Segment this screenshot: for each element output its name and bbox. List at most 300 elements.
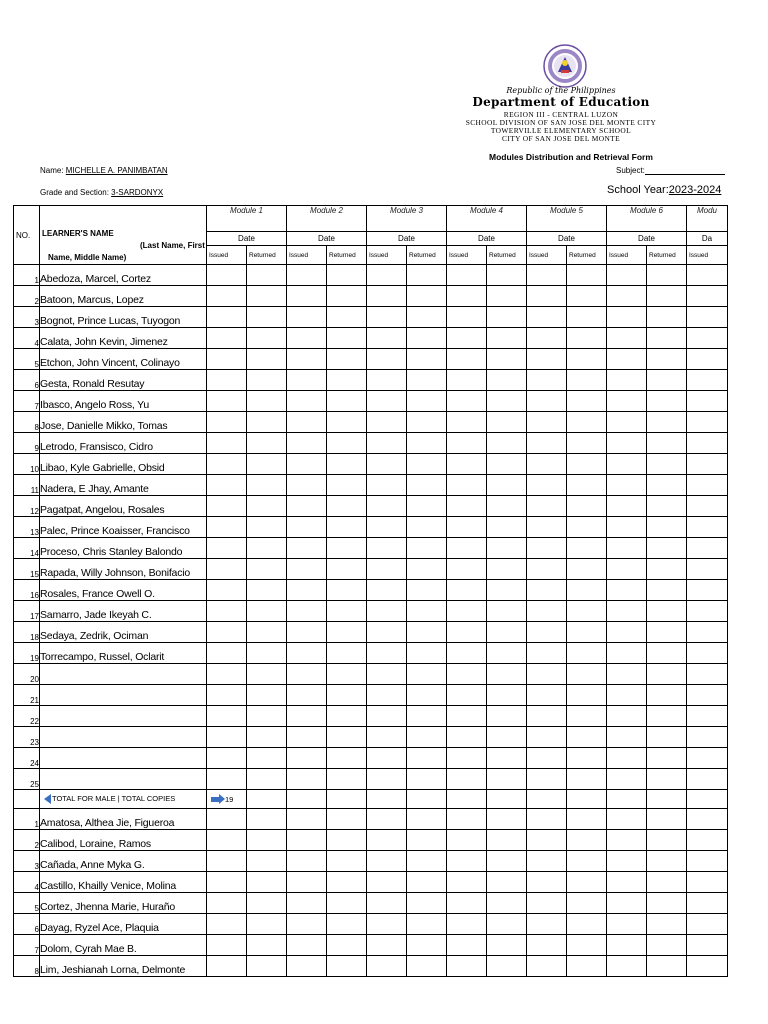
learner-name-cell[interactable]: Lim, Jeshianah Lorna, Delmonte (40, 956, 207, 977)
date-entry-cell[interactable] (607, 769, 647, 790)
date-entry-cell[interactable] (207, 349, 247, 370)
date-entry-cell[interactable] (287, 370, 327, 391)
date-entry-cell[interactable] (487, 809, 527, 830)
date-entry-cell[interactable] (367, 328, 407, 349)
date-entry-cell[interactable] (287, 265, 327, 286)
date-entry-cell[interactable] (607, 893, 647, 914)
date-entry-cell[interactable] (407, 893, 447, 914)
date-entry-cell[interactable] (287, 433, 327, 454)
date-entry-cell[interactable] (527, 454, 567, 475)
date-entry-cell[interactable] (527, 809, 567, 830)
date-entry-cell[interactable] (327, 685, 367, 706)
date-entry-cell[interactable] (607, 872, 647, 893)
date-entry-cell[interactable] (607, 851, 647, 872)
learner-name-cell[interactable]: Amatosa, Althea Jie, Figueroa (40, 809, 207, 830)
date-entry-cell[interactable] (247, 685, 287, 706)
date-entry-cell[interactable] (447, 685, 487, 706)
date-entry-cell[interactable] (247, 454, 287, 475)
learner-name-cell[interactable] (40, 685, 207, 706)
date-entry-cell[interactable] (287, 893, 327, 914)
learner-name-cell[interactable]: Gesta, Ronald Resutay (40, 370, 207, 391)
date-entry-cell[interactable] (287, 286, 327, 307)
date-entry-cell[interactable] (367, 664, 407, 685)
date-entry-cell[interactable] (247, 412, 287, 433)
date-entry-cell[interactable] (247, 956, 287, 977)
date-entry-cell[interactable] (367, 412, 407, 433)
date-entry-cell[interactable] (567, 391, 607, 412)
date-entry-cell[interactable] (207, 265, 247, 286)
date-entry-cell[interactable] (527, 706, 567, 727)
date-entry-cell[interactable] (607, 706, 647, 727)
date-entry-cell[interactable] (367, 538, 407, 559)
date-entry-cell[interactable] (527, 893, 567, 914)
date-entry-cell[interactable] (647, 622, 687, 643)
date-entry-cell[interactable] (607, 433, 647, 454)
date-entry-cell[interactable] (247, 809, 287, 830)
date-entry-cell[interactable] (247, 643, 287, 664)
date-entry-cell[interactable] (567, 328, 607, 349)
date-entry-cell[interactable] (687, 412, 728, 433)
learner-name-cell[interactable]: Ibasco, Angelo Ross, Yu (40, 391, 207, 412)
date-entry-cell[interactable] (487, 914, 527, 935)
date-entry-cell[interactable] (367, 872, 407, 893)
date-entry-cell[interactable] (327, 538, 367, 559)
date-entry-cell[interactable] (327, 914, 367, 935)
date-entry-cell[interactable] (607, 601, 647, 622)
date-entry-cell[interactable] (607, 307, 647, 328)
learner-name-cell[interactable] (40, 706, 207, 727)
date-entry-cell[interactable] (287, 328, 327, 349)
date-entry-cell[interactable] (607, 412, 647, 433)
date-entry-cell[interactable] (367, 914, 407, 935)
date-entry-cell[interactable] (207, 851, 247, 872)
date-entry-cell[interactable] (527, 601, 567, 622)
date-entry-cell[interactable] (407, 914, 447, 935)
date-entry-cell[interactable] (207, 580, 247, 601)
date-entry-cell[interactable] (407, 265, 447, 286)
date-entry-cell[interactable] (407, 412, 447, 433)
date-entry-cell[interactable] (487, 830, 527, 851)
date-entry-cell[interactable] (247, 286, 287, 307)
date-entry-cell[interactable] (327, 622, 367, 643)
date-entry-cell[interactable] (207, 872, 247, 893)
date-entry-cell[interactable] (647, 872, 687, 893)
date-entry-cell[interactable] (407, 830, 447, 851)
date-entry-cell[interactable] (407, 349, 447, 370)
date-entry-cell[interactable] (607, 748, 647, 769)
date-entry-cell[interactable] (327, 601, 367, 622)
total-cell[interactable] (487, 790, 527, 809)
date-entry-cell[interactable] (567, 851, 607, 872)
date-entry-cell[interactable] (287, 914, 327, 935)
date-entry-cell[interactable] (647, 433, 687, 454)
date-entry-cell[interactable] (207, 914, 247, 935)
date-entry-cell[interactable] (607, 685, 647, 706)
date-entry-cell[interactable] (607, 286, 647, 307)
date-entry-cell[interactable] (367, 265, 407, 286)
learner-name-cell[interactable]: Rapada, Willy Johnson, Bonifacio (40, 559, 207, 580)
date-entry-cell[interactable] (447, 706, 487, 727)
date-entry-cell[interactable] (567, 475, 607, 496)
date-entry-cell[interactable] (607, 265, 647, 286)
date-entry-cell[interactable] (247, 664, 287, 685)
date-entry-cell[interactable] (567, 685, 607, 706)
date-entry-cell[interactable] (287, 538, 327, 559)
date-entry-cell[interactable] (287, 685, 327, 706)
date-entry-cell[interactable] (247, 391, 287, 412)
learner-name-cell[interactable]: Rosales, France Owell O. (40, 580, 207, 601)
date-entry-cell[interactable] (487, 391, 527, 412)
date-entry-cell[interactable] (647, 454, 687, 475)
date-entry-cell[interactable] (407, 851, 447, 872)
date-entry-cell[interactable] (527, 685, 567, 706)
date-entry-cell[interactable] (207, 601, 247, 622)
date-entry-cell[interactable] (487, 622, 527, 643)
date-entry-cell[interactable] (607, 664, 647, 685)
date-entry-cell[interactable] (327, 286, 367, 307)
date-entry-cell[interactable] (607, 496, 647, 517)
date-entry-cell[interactable] (207, 307, 247, 328)
total-cell[interactable] (687, 790, 728, 809)
date-entry-cell[interactable] (447, 286, 487, 307)
date-entry-cell[interactable] (287, 769, 327, 790)
date-entry-cell[interactable] (447, 517, 487, 538)
learner-name-cell[interactable]: Pagatpat, Angelou, Rosales (40, 496, 207, 517)
date-entry-cell[interactable] (647, 809, 687, 830)
date-entry-cell[interactable] (527, 517, 567, 538)
date-entry-cell[interactable] (527, 496, 567, 517)
date-entry-cell[interactable] (287, 349, 327, 370)
date-entry-cell[interactable] (327, 769, 367, 790)
date-entry-cell[interactable] (207, 893, 247, 914)
date-entry-cell[interactable] (647, 328, 687, 349)
date-entry-cell[interactable] (687, 559, 728, 580)
date-entry-cell[interactable] (447, 538, 487, 559)
date-entry-cell[interactable] (567, 349, 607, 370)
date-entry-cell[interactable] (487, 517, 527, 538)
date-entry-cell[interactable] (567, 643, 607, 664)
date-entry-cell[interactable] (567, 433, 607, 454)
date-entry-cell[interactable] (207, 643, 247, 664)
date-entry-cell[interactable] (287, 601, 327, 622)
date-entry-cell[interactable] (687, 914, 728, 935)
learner-name-cell[interactable]: Jose, Danielle Mikko, Tomas (40, 412, 207, 433)
date-entry-cell[interactable] (327, 893, 367, 914)
date-entry-cell[interactable] (487, 935, 527, 956)
learner-name-cell[interactable]: Proceso, Chris Stanley Balondo (40, 538, 207, 559)
date-entry-cell[interactable] (367, 935, 407, 956)
learner-name-cell[interactable]: Palec, Prince Koaisser, Francisco (40, 517, 207, 538)
subject-blank[interactable] (645, 166, 725, 175)
date-entry-cell[interactable] (447, 412, 487, 433)
date-entry-cell[interactable] (687, 538, 728, 559)
date-entry-cell[interactable] (567, 580, 607, 601)
learner-name-cell[interactable]: Dayag, Ryzel Ace, Plaquia (40, 914, 207, 935)
date-entry-cell[interactable] (447, 872, 487, 893)
date-entry-cell[interactable] (527, 622, 567, 643)
date-entry-cell[interactable] (687, 454, 728, 475)
date-entry-cell[interactable] (287, 872, 327, 893)
date-entry-cell[interactable] (647, 769, 687, 790)
date-entry-cell[interactable] (487, 559, 527, 580)
date-entry-cell[interactable] (287, 454, 327, 475)
date-entry-cell[interactable] (207, 769, 247, 790)
date-entry-cell[interactable] (247, 475, 287, 496)
date-entry-cell[interactable] (527, 935, 567, 956)
date-entry-cell[interactable] (647, 956, 687, 977)
date-entry-cell[interactable] (687, 622, 728, 643)
learner-name-cell[interactable]: Cañada, Anne Myka G. (40, 851, 207, 872)
date-entry-cell[interactable] (247, 748, 287, 769)
subject-field[interactable] (616, 166, 725, 175)
date-entry-cell[interactable] (287, 664, 327, 685)
date-entry-cell[interactable] (487, 893, 527, 914)
date-entry-cell[interactable] (327, 748, 367, 769)
date-entry-cell[interactable] (287, 727, 327, 748)
date-entry-cell[interactable] (247, 433, 287, 454)
date-entry-cell[interactable] (207, 286, 247, 307)
date-entry-cell[interactable] (327, 830, 367, 851)
date-entry-cell[interactable] (687, 643, 728, 664)
date-entry-cell[interactable] (207, 622, 247, 643)
date-entry-cell[interactable] (647, 370, 687, 391)
total-cell[interactable] (327, 790, 367, 809)
date-entry-cell[interactable] (367, 769, 407, 790)
date-entry-cell[interactable] (247, 370, 287, 391)
date-entry-cell[interactable] (287, 851, 327, 872)
date-entry-cell[interactable] (687, 349, 728, 370)
date-entry-cell[interactable] (207, 935, 247, 956)
date-entry-cell[interactable] (207, 809, 247, 830)
date-entry-cell[interactable] (447, 809, 487, 830)
date-entry-cell[interactable] (687, 851, 728, 872)
date-entry-cell[interactable] (607, 935, 647, 956)
date-entry-cell[interactable] (407, 872, 447, 893)
date-entry-cell[interactable] (407, 664, 447, 685)
date-entry-cell[interactable] (327, 956, 367, 977)
date-entry-cell[interactable] (687, 706, 728, 727)
date-entry-cell[interactable] (647, 412, 687, 433)
date-entry-cell[interactable] (287, 517, 327, 538)
date-entry-cell[interactable] (687, 433, 728, 454)
date-entry-cell[interactable] (447, 559, 487, 580)
date-entry-cell[interactable] (327, 851, 367, 872)
date-entry-cell[interactable] (487, 265, 527, 286)
date-entry-cell[interactable] (607, 454, 647, 475)
date-entry-cell[interactable] (447, 496, 487, 517)
date-entry-cell[interactable] (327, 391, 367, 412)
date-entry-cell[interactable] (287, 830, 327, 851)
date-entry-cell[interactable] (687, 893, 728, 914)
date-entry-cell[interactable] (407, 538, 447, 559)
date-entry-cell[interactable] (607, 830, 647, 851)
learner-name-cell[interactable]: Etchon, John Vincent, Colinayo (40, 349, 207, 370)
date-entry-cell[interactable] (287, 748, 327, 769)
date-entry-cell[interactable] (687, 265, 728, 286)
date-entry-cell[interactable] (527, 851, 567, 872)
date-entry-cell[interactable] (287, 580, 327, 601)
date-entry-cell[interactable] (567, 664, 607, 685)
date-entry-cell[interactable] (607, 328, 647, 349)
date-entry-cell[interactable] (367, 496, 407, 517)
date-entry-cell[interactable] (367, 727, 407, 748)
date-entry-cell[interactable] (447, 748, 487, 769)
date-entry-cell[interactable] (367, 809, 407, 830)
total-cell[interactable] (647, 790, 687, 809)
date-entry-cell[interactable] (687, 769, 728, 790)
date-entry-cell[interactable] (647, 914, 687, 935)
total-cell[interactable] (567, 790, 607, 809)
date-entry-cell[interactable] (567, 727, 607, 748)
learner-name-cell[interactable] (40, 664, 207, 685)
date-entry-cell[interactable] (527, 349, 567, 370)
date-entry-cell[interactable] (447, 307, 487, 328)
learner-name-cell[interactable]: Libao, Kyle Gabrielle, Obsid (40, 454, 207, 475)
learner-name-cell[interactable]: Cortez, Jhenna Marie, Huraño (40, 893, 207, 914)
date-entry-cell[interactable] (527, 956, 567, 977)
learner-name-cell[interactable]: Nadera, E Jhay, Amante (40, 475, 207, 496)
date-entry-cell[interactable] (287, 391, 327, 412)
date-entry-cell[interactable] (647, 685, 687, 706)
date-entry-cell[interactable] (447, 454, 487, 475)
date-entry-cell[interactable] (447, 851, 487, 872)
date-entry-cell[interactable] (567, 286, 607, 307)
date-entry-cell[interactable] (447, 622, 487, 643)
date-entry-cell[interactable] (607, 643, 647, 664)
date-entry-cell[interactable] (327, 370, 367, 391)
date-entry-cell[interactable] (567, 370, 607, 391)
date-entry-cell[interactable] (287, 956, 327, 977)
date-entry-cell[interactable] (327, 664, 367, 685)
date-entry-cell[interactable] (247, 769, 287, 790)
date-entry-cell[interactable] (487, 433, 527, 454)
date-entry-cell[interactable] (287, 706, 327, 727)
date-entry-cell[interactable] (567, 809, 607, 830)
date-entry-cell[interactable] (447, 769, 487, 790)
date-entry-cell[interactable] (647, 517, 687, 538)
date-entry-cell[interactable] (367, 643, 407, 664)
date-entry-cell[interactable] (327, 475, 367, 496)
date-entry-cell[interactable] (447, 349, 487, 370)
date-entry-cell[interactable] (407, 517, 447, 538)
date-entry-cell[interactable] (647, 727, 687, 748)
date-entry-cell[interactable] (407, 622, 447, 643)
date-entry-cell[interactable] (487, 748, 527, 769)
date-entry-cell[interactable] (407, 454, 447, 475)
date-entry-cell[interactable] (607, 370, 647, 391)
date-entry-cell[interactable] (247, 872, 287, 893)
date-entry-cell[interactable] (407, 496, 447, 517)
date-entry-cell[interactable] (487, 872, 527, 893)
date-entry-cell[interactable] (487, 538, 527, 559)
learner-name-cell[interactable]: Batoon, Marcus, Lopez (40, 286, 207, 307)
date-entry-cell[interactable] (247, 580, 287, 601)
date-entry-cell[interactable] (407, 580, 447, 601)
date-entry-cell[interactable] (247, 935, 287, 956)
learner-name-cell[interactable]: Calata, John Kevin, Jimenez (40, 328, 207, 349)
date-entry-cell[interactable] (607, 517, 647, 538)
date-entry-cell[interactable] (527, 769, 567, 790)
date-entry-cell[interactable] (327, 265, 367, 286)
date-entry-cell[interactable] (567, 622, 607, 643)
date-entry-cell[interactable] (687, 872, 728, 893)
date-entry-cell[interactable] (687, 580, 728, 601)
date-entry-cell[interactable] (687, 328, 728, 349)
date-entry-cell[interactable] (247, 328, 287, 349)
date-entry-cell[interactable] (207, 956, 247, 977)
date-entry-cell[interactable] (367, 559, 407, 580)
date-entry-cell[interactable] (367, 580, 407, 601)
date-entry-cell[interactable] (487, 580, 527, 601)
date-entry-cell[interactable] (407, 370, 447, 391)
date-entry-cell[interactable] (247, 706, 287, 727)
date-entry-cell[interactable] (607, 809, 647, 830)
date-entry-cell[interactable] (647, 391, 687, 412)
total-cell[interactable] (527, 790, 567, 809)
date-entry-cell[interactable] (287, 307, 327, 328)
learner-name-cell[interactable] (40, 748, 207, 769)
date-entry-cell[interactable] (287, 809, 327, 830)
date-entry-cell[interactable] (607, 580, 647, 601)
date-entry-cell[interactable] (447, 643, 487, 664)
date-entry-cell[interactable] (447, 664, 487, 685)
date-entry-cell[interactable] (567, 538, 607, 559)
date-entry-cell[interactable] (407, 433, 447, 454)
learner-name-cell[interactable]: Samarro, Jade Ikeyah C. (40, 601, 207, 622)
date-entry-cell[interactable] (487, 328, 527, 349)
date-entry-cell[interactable] (207, 748, 247, 769)
date-entry-cell[interactable] (447, 956, 487, 977)
learner-name-cell[interactable]: Dolom, Cyrah Mae B. (40, 935, 207, 956)
date-entry-cell[interactable] (367, 286, 407, 307)
date-entry-cell[interactable] (527, 328, 567, 349)
date-entry-cell[interactable] (567, 706, 607, 727)
date-entry-cell[interactable] (407, 601, 447, 622)
date-entry-cell[interactable] (247, 851, 287, 872)
date-entry-cell[interactable] (527, 643, 567, 664)
learner-name-cell[interactable]: Abedoza, Marcel, Cortez (40, 265, 207, 286)
date-entry-cell[interactable] (527, 664, 567, 685)
date-entry-cell[interactable] (247, 622, 287, 643)
learner-name-cell[interactable]: Castillo, Khailly Venice, Molina (40, 872, 207, 893)
date-entry-cell[interactable] (487, 475, 527, 496)
total-cell[interactable] (407, 790, 447, 809)
date-entry-cell[interactable] (647, 580, 687, 601)
date-entry-cell[interactable] (207, 727, 247, 748)
learner-name-cell[interactable]: Letrodo, Fransisco, Cidro (40, 433, 207, 454)
date-entry-cell[interactable] (407, 748, 447, 769)
date-entry-cell[interactable] (327, 517, 367, 538)
date-entry-cell[interactable] (607, 391, 647, 412)
date-entry-cell[interactable] (367, 349, 407, 370)
date-entry-cell[interactable] (567, 454, 607, 475)
date-entry-cell[interactable] (447, 935, 487, 956)
date-entry-cell[interactable] (567, 307, 607, 328)
date-entry-cell[interactable] (247, 307, 287, 328)
date-entry-cell[interactable] (647, 349, 687, 370)
date-entry-cell[interactable] (247, 517, 287, 538)
date-entry-cell[interactable] (207, 328, 247, 349)
date-entry-cell[interactable] (447, 265, 487, 286)
date-entry-cell[interactable] (327, 809, 367, 830)
date-entry-cell[interactable] (247, 349, 287, 370)
date-entry-cell[interactable] (567, 559, 607, 580)
date-entry-cell[interactable] (207, 391, 247, 412)
date-entry-cell[interactable] (367, 956, 407, 977)
learner-name-cell[interactable] (40, 769, 207, 790)
date-entry-cell[interactable] (527, 475, 567, 496)
date-entry-cell[interactable] (447, 601, 487, 622)
